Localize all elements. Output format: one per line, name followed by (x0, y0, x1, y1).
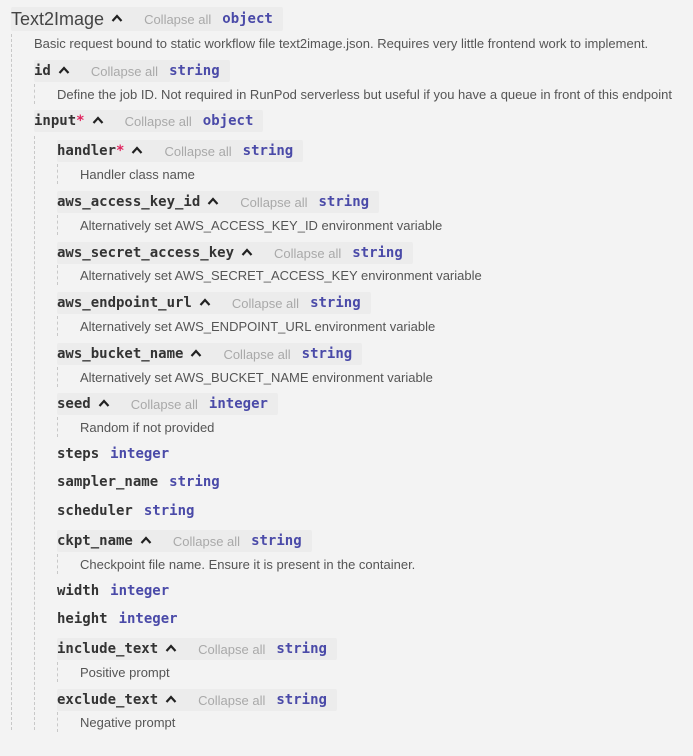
exclude-text-guide-line (57, 712, 58, 732)
property-ckpt-name (57, 530, 312, 552)
property-description: Define the job ID. Not required in RunPod serverless but useful if you have a queue in front of this endpoint (57, 87, 672, 102)
type-badge: object (202, 113, 254, 129)
collapse-all-button[interactable]: Collapse all (130, 396, 198, 412)
property-description: Negative prompt (80, 715, 176, 730)
aws-endpoint-url-guide-line (57, 316, 58, 336)
aws-access-key-id-guide-line (57, 215, 58, 235)
chevron-up-icon[interactable] (164, 693, 178, 707)
collapse-all-button[interactable]: Collapse all (198, 692, 266, 708)
type-badge: object (222, 11, 273, 27)
type-badge: string (352, 245, 403, 261)
property-name: include_text (57, 641, 159, 657)
handler-guide-line (57, 164, 58, 184)
property-description: Positive prompt (80, 665, 170, 680)
type-badge: string (143, 503, 195, 519)
collapse-all-button[interactable]: Collapse all (144, 11, 212, 27)
property-name: steps (57, 446, 100, 462)
aws-secret-access-key-guide-line (57, 265, 58, 285)
property-name: seed (57, 396, 91, 412)
input-guide-line (34, 136, 35, 730)
chevron-up-icon[interactable] (110, 12, 124, 26)
property-name: input (34, 113, 77, 129)
type-badge: string (169, 63, 220, 79)
property-height (57, 608, 178, 630)
id-guide-line (34, 84, 35, 104)
collapse-all-button[interactable]: Collapse all (274, 245, 342, 261)
ckpt-name-guide-line (57, 554, 58, 574)
schema-root-header (11, 7, 283, 31)
property-id (34, 60, 230, 82)
collapse-all-button[interactable]: Collapse all (198, 641, 266, 657)
chevron-up-icon[interactable] (130, 144, 144, 158)
include-text-guide-line (57, 662, 58, 682)
property-aws-access-key-id (57, 191, 379, 213)
type-badge: integer (110, 583, 170, 599)
property-steps (57, 443, 169, 465)
collapse-all-button[interactable]: Collapse all (172, 533, 241, 549)
type-badge: string (251, 533, 302, 549)
property-sampler-name (57, 471, 220, 493)
property-description: Alternatively set AWS_ENDPOINT_URL environment variable (80, 319, 436, 334)
property-name: aws_endpoint_url (57, 295, 192, 311)
property-name: handler (57, 143, 117, 159)
collapse-all-button[interactable]: Collapse all (164, 143, 232, 159)
chevron-up-icon[interactable] (189, 347, 203, 361)
chevron-up-icon[interactable] (91, 114, 105, 128)
seed-guide-line (57, 417, 58, 437)
schema-title: Text2Image (11, 8, 105, 29)
property-name: sampler_name (57, 474, 159, 490)
type-badge: string (276, 641, 327, 657)
property-name: aws_bucket_name (57, 346, 184, 362)
chevron-up-icon[interactable] (240, 246, 254, 260)
chevron-up-icon[interactable] (139, 534, 153, 548)
collapse-all-button[interactable]: Collapse all (223, 346, 291, 362)
property-name: scheduler (57, 503, 133, 519)
property-exclude-text (57, 689, 337, 711)
property-description: Checkpoint file name. Ensure it is present in the container. (80, 557, 416, 572)
type-badge: string (301, 346, 353, 362)
property-name: width (57, 583, 100, 599)
property-description: Random if not provided (80, 420, 215, 435)
property-input (34, 110, 263, 132)
property-aws-secret-access-key (57, 242, 413, 264)
collapse-all-button[interactable]: Collapse all (90, 63, 159, 79)
chevron-up-icon[interactable] (57, 64, 71, 78)
property-width (57, 580, 169, 602)
collapse-all-button[interactable]: Collapse all (240, 194, 308, 210)
type-badge: integer (118, 611, 178, 627)
type-badge: integer (208, 396, 268, 412)
property-name: height (57, 611, 108, 627)
chevron-up-icon[interactable] (206, 195, 220, 209)
required-marker: * (76, 113, 85, 129)
required-marker: * (116, 143, 125, 159)
schema-description: Basic request bound to static workflow file text2image.json. Requires very little frontend work to implement. (34, 36, 649, 51)
type-badge: string (310, 295, 361, 311)
collapse-all-button[interactable]: Collapse all (231, 295, 300, 311)
type-badge: string (318, 194, 370, 210)
property-name: ckpt_name (57, 533, 133, 549)
type-badge: integer (110, 446, 170, 462)
property-description: Alternatively set AWS_BUCKET_NAME environment variable (80, 370, 433, 385)
type-badge: string (169, 474, 220, 490)
property-include-text (57, 638, 337, 660)
property-aws-bucket-name (57, 343, 362, 365)
property-name: exclude_text (57, 692, 159, 708)
property-name: id (34, 63, 51, 79)
property-seed (57, 393, 278, 415)
collapse-all-button[interactable]: Collapse all (124, 113, 192, 129)
aws-bucket-name-guide-line (57, 367, 58, 387)
chevron-up-icon[interactable] (198, 296, 212, 310)
type-badge: string (276, 692, 327, 708)
property-description: Alternatively set AWS_ACCESS_KEY_ID environment variable (80, 218, 443, 233)
root-guide-line (11, 34, 12, 730)
chevron-up-icon[interactable] (97, 397, 111, 411)
property-description: Handler class name (80, 167, 195, 182)
property-handler (57, 140, 303, 162)
type-badge: string (242, 143, 294, 159)
property-description: Alternatively set AWS_SECRET_ACCESS_KEY environment variable (80, 268, 482, 283)
property-scheduler (57, 500, 194, 522)
chevron-up-icon[interactable] (164, 642, 178, 656)
property-name: aws_secret_access_key (57, 245, 235, 261)
property-name: aws_access_key_id (57, 194, 201, 210)
property-aws-endpoint-url (57, 292, 371, 314)
